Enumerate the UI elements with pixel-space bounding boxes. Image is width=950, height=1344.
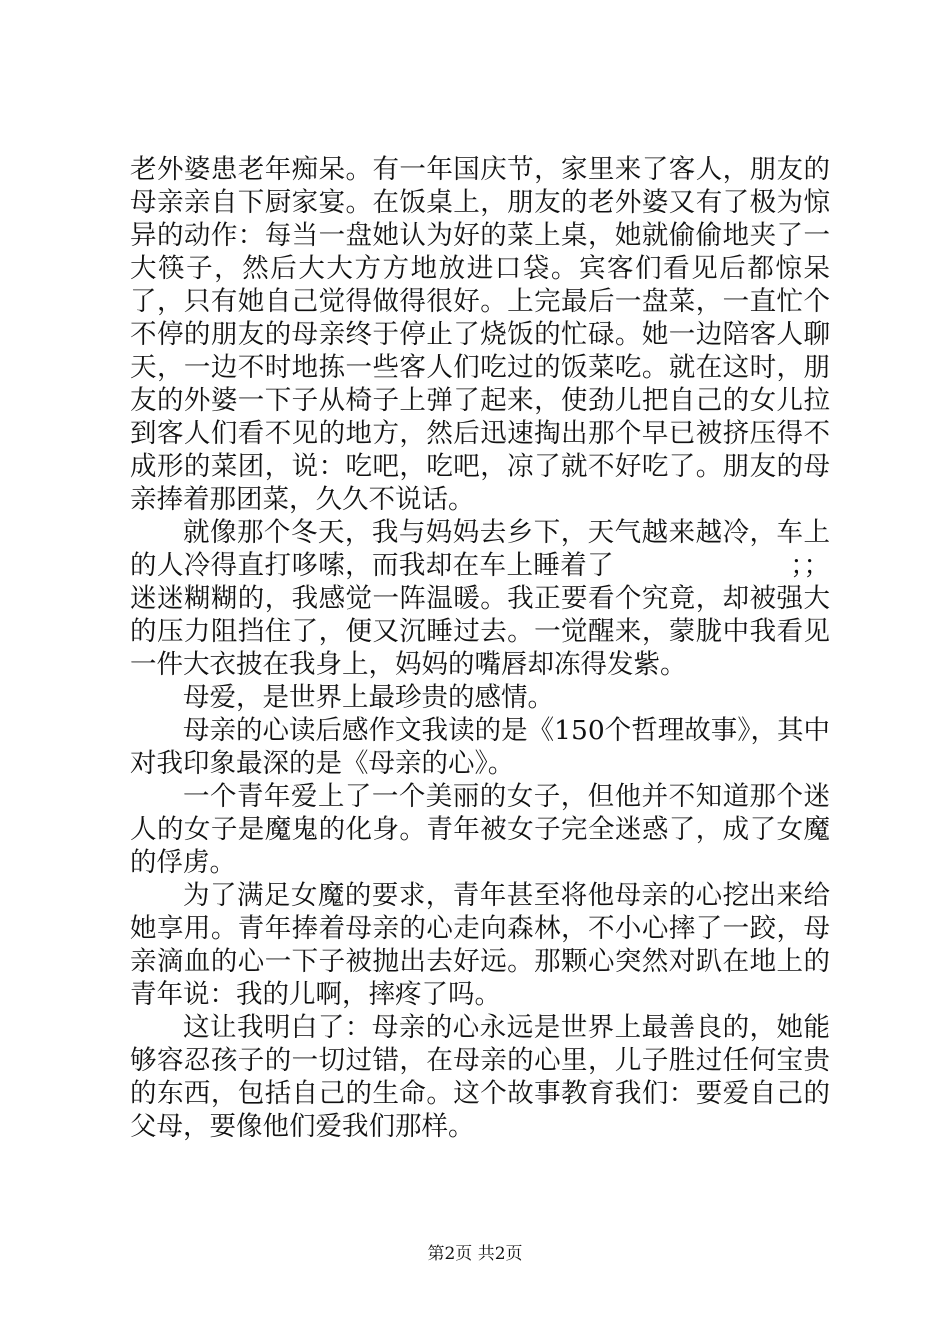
- page-footer: [0, 1243, 950, 1265]
- paragraph: 母亲的心读后感作文我读的是《150个哲理故事》，其中对我印象最深的是《母亲的心》。: [130, 715, 830, 779]
- paragraph: 为了满足女魔的要求，青年甚至将他母亲的心挖出来给她享用。青年捧着母亲的心走向森林，不小心摔了一跤，母亲滴血的心一下子被抛出去好远。那颗心突然对趴在地上的青年说：我的儿啊，摔疼了吗。: [130, 880, 830, 1010]
- paragraph: 一个青年爱上了一个美丽的女子，但他并不知道那个迷人的女子是魔鬼的化身。青年被女子完全迷惑了，成了女魔的俘虏。: [130, 781, 830, 878]
- paragraph: 母爱，是世界上最珍贵的感情。: [183, 682, 554, 713]
- paragraph: 就像那个冬天，我与妈妈去乡下，天气越来越冷，车上的人冷得直打哆嗦，而我却在车上睡着了 ；；迷迷糊糊的，我感觉一阵温暖。我正要看个究竟，却被强大的压力阻挡住了，便又沉睡过去。一觉醒来，蒙胧中我看见一件大衣披在我身上，妈妈的嘴唇却冻得发紫。: [130, 517, 830, 680]
- paragraph: 这让我明白了：母亲的心永远是世界上最善良的，她能够容忍孩子的一切过错，在母亲的心里，儿子胜过任何宝贵的东西，包括自己的生命。这个故事教育我们：要爱自己的父母，要像他们爱我们那样。: [130, 1012, 830, 1142]
- body-text: [130, 153, 830, 1143]
- paragraph: 老外婆患老年痴呆。有一年国庆节，家里来了客人，朋友的母亲亲自下厨家宴。在饭桌上，朋友的老外婆又有了极为惊异的动作：每当一盘她认为好的菜上桌，她就偷偷地夹了一大筷子，然后大大方方地放进口袋。宾客们看见后都惊呆了，只有她自己觉得做得很好。上完最后一盘菜，一直忙个不停的朋友的母亲终于停止了烧饭的忙碌。她一边陪客人聊天，一边不时地拣一些客人们吃过的饭菜吃。就在这时，朋友的外婆一下子从椅子上弹了起来，使劲儿把自己的女儿拉到客人们看不见的地方，然后迅速掏出那个早已被挤压得不成形的菜团，说：吃吧，吃吧，凉了就不好吃了。朋友的母亲捧着那团菜，久久不说话。: [130, 154, 830, 515]
- page-number: 第2页 共2页: [427, 1244, 523, 1264]
